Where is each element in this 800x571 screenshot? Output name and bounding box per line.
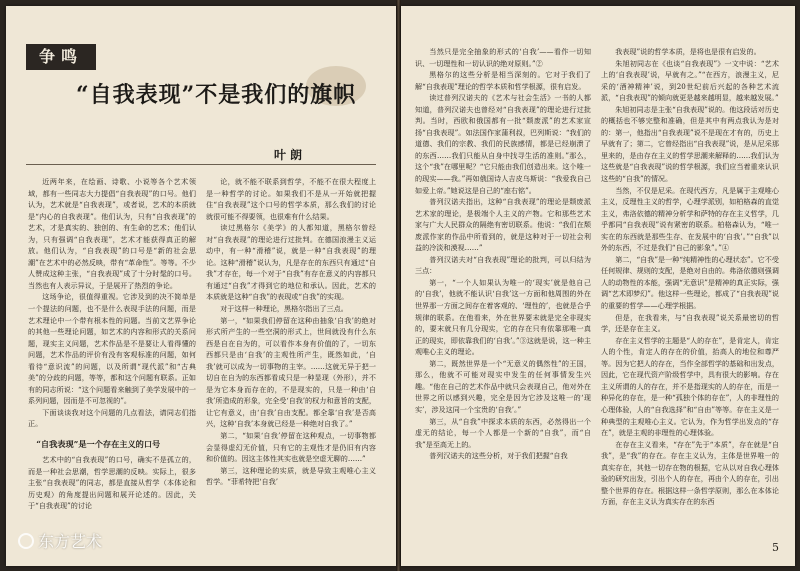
right-page [401, 6, 795, 566]
section-heading: “自我表现”是一个存在主义的口号 [36, 439, 161, 450]
paragraph: 我表现”说的哲学本质，是将也是很有启发的。 [615, 47, 761, 56]
paragraph: 当然，不仅是尼采。在现代西方，凡是属于主观唯心主义，反理性主义的哲学，心理学派别，如柏格森的直觉主义，弗洛依德的精神分析学和萨特的存在主义哲学，几乎都同“自我表现”说有紧密的联系。柏格森认为，“唯一实在的东西就是那些生存、在发展中的‘自我’。”“自我”以外的东西，不过是我们“自己的影象”。”④ [601, 185, 779, 253]
section-tag: 争鸣 [26, 44, 96, 70]
paragraph: 当然只是完全抽象的形式的‘自我’——看作一切知识、一切理性和一切认识的绝对原则。”② [415, 47, 591, 68]
paragraph: 第一，“一个人如果认为唯一的‘现实’就是他自己的‘自我’，他就不能认识‘自我’这一方面和他周围的外在世界那一方面之间存在着客观的、‘理性的’，也就是合乎规律的联系。在他看来，外在世界要末就是完全非现实的，要末就只有几分现实，它的存在只有依靠那唯一真正的现实，即依靠我们的‘自我’。”③这就是说，这一种主观唯心主义的理论。 [415, 277, 591, 357]
left-column-1 [28, 176, 196, 554]
title-divider [26, 164, 376, 165]
paragraph: 第三，从“自我”中探求本质的东西，必然得出一个虚无的结论，每一个人都是一个新的“自我”，而“自我”是至高无上的。 [415, 416, 591, 449]
paragraph: 普列汉诺夫指出，这种“自我表现”的理论是颓废派艺术家的理论，是极端个人主义的产物。它和那些艺术家与广大人民群众的隔绝有密切联系。他说：“我们在颓废派作家的作品中所看到的，就是这种对于一切社会利益的冷淡和漠视……” [415, 197, 591, 253]
article-title: “自我表现”不是我们的旗帜 [76, 82, 357, 108]
paragraph: 第二，既然世界是一个“无意义的偶然性”的王国，那么，他就不可能对现实中发生的任何事情发生兴趣。“他在自己的艺术作品中就只会表现自己，他对外在世界之所以感到兴趣，完全是因为它涉及这唯一的‘现实’，涉及这同一个宝贵的‘自我’。” [415, 358, 591, 414]
paragraph: 但是，在我看来，与“自我表现”说关系最密切的哲学，还是存在主义。 [601, 312, 779, 334]
paragraph: 论，就不能不联系到哲学，不能不在很大程度上是一种哲学的讨论。如果我们不是从一开始就把握住“自我表现”这个口号的哲学本质，那么我们的讨论就很可能不得要领，也很难有什么结果。 [206, 177, 376, 221]
paragraph: 下面谈谈我对这个问题的几点看法，请同志们指正。 [28, 407, 196, 429]
right-column-2 [601, 46, 779, 536]
paragraph: 读过普列汉诺夫的《艺术与社会生活》一书的人都知道，普列汉诺夫也曾经对“自我表现”的理论进行过批判。当时，西欧和俄国都有一批“颓废派”的艺术家宣扬“自我表现”。如法国作家蒲利叔，巴列斯说：“我们的道德、我们的宗教、我们的民族感情，都是已经崩溃了的东西……我们只能从自身中找寻生活的准则。”那么，这个“我”在哪里呢？“它只能由我们创造出来。这个唯一的现实——我。”再如俄国诗人吉皮乌斯说：“我爱我自己如爱上帝。”她说这是自己的“座右铭”。 [415, 93, 591, 195]
paragraph: 第二，“自我”是一种“纯精神性的心理状态”。它不受任何规律、规则的支配，是绝对自由的。弗洛依德则强调人的动物性的本能，强调“无意识”是精神的真正实际，强调“艺术即梦幻”。他这样一些理论，都成了“自我表现”说的重要的哲学——心理学根据。 [601, 254, 779, 311]
left-page [6, 6, 396, 566]
left-column-2 [206, 176, 376, 554]
page-number: 5 [772, 541, 779, 554]
article-author: 叶朗 [273, 148, 306, 162]
right-column-1 [415, 46, 591, 554]
paragraph: 第二，“如果‘自我’停留在这种观点，一切事物都会显得虚幻无价值，只有它的主观性才是仍旧有内容和价值的。因这主体性其实也就是空虚无聊的……” [206, 431, 376, 464]
paragraph: 读过黑格尔《美学》的人都知道，黑格尔曾经对“自我表现”的理论进行过批判。在德国浪漫主义运动中，有一种“滑稽”说，就是一种“自我表现”的理论。这种“滑稽”说认为，凡是存在的东西只有通过“自我”才存在，每一个对于“自我”有存在意义的内容都只有通过“自我”才得到它的地位和承认。因此，艺术的本质就是这种“自我”的表现或“自我”的实现。 [206, 223, 376, 302]
paragraph: 对于这样一种理论，黑格尔指出了三点。 [220, 304, 348, 314]
watermark-logo-icon [18, 533, 34, 549]
paragraph: 朱旭初同志在《也谈“自我表现”》一文中说：“艺术上的‘自我表现’说，早就有之。”“在西方，浪漫主义，尼采的‘酒神精神’说，到20世纪前后兴起的各种艺术流派，“自我表现”的倾向就更是越来越明显，越来越发展。” [601, 58, 779, 103]
paragraph: 艺术中的“自我表现”的口号，确实不是孤立的，而是一种社会思潮，哲学思潮的反映。实际上，很多主张“自我表现”的同志，都是直接从哲学（本体论和历史观）的角度提出问题和展开论述的。因此，关于“自我表现”的讨论 [28, 455, 196, 511]
paragraph: 普列汉诺夫的这些分析，对于我们把握“自我 [429, 451, 568, 461]
paragraph: 这场争论，很值得重视。它涉及到的决不简单是一个提法的问题，也不是什么表现手法的问题，而是艺术理论中一个带有根本性的问题。当前文艺界争论的其他一些理论问题，如艺术的内容和形式的关系问题，现实主义问题，艺术作品是不是要让人看得懂的问题，艺术作品的评价有没有客观标准的问题，如何看待“意识流”的问题，以及所谓“现代派”和“古典美”的分歧的问题，等等，都和这个问题有联系。正如有的同志所说：“这个问题看来触到了美学发展中的一系列问题，因而是不可忽视的”。 [28, 292, 196, 406]
watermark [18, 529, 102, 552]
paragraph: 存在主义哲学的主题是“人的存在”，是肯定人，肯定人的个性，肯定人的存在的价值，抬高人的地位和尊严等。因为它把人的存在，当作全部哲学的基础和出发点，因此，它在现代资产阶级哲学中，具有很大的影响。存在主义所谓的人的存在，并不是指现实的人的存在，而是一种异化的存在，是一种“孤独个体的存在”，人的非理性的心理体验，人的“自我选择”和“自由”等等。存在主义是一种典型的主观唯心主义。它认为，作为哲学出发点的“存在”，就是主观的非理性的心理体验。 [601, 335, 779, 438]
paragraph: 普列汉诺夫对“自我表现”理论的批判，可以归结为三点： [415, 254, 591, 276]
paragraph: 在存在主义看来，“存在”先于“本质”，存在就是“自我”，是“我”的存在。存在主义认为，主体是世界唯一的真实存在，其他一切存在物的根据，它从以对自我心理体验的研究出发，引出个人的存在，再由个人的存在，引出整个世界的存在。根据这样一条哲学原则，那么在本体论方面，存在主义认为真实存在的东西 [601, 439, 779, 507]
paragraph: 黑格尔的这些分析是相当深刻的。它对于我们了解“自我表现”理论的哲学本质和哲学根源，很有启发。 [415, 70, 591, 91]
paragraph: 第三，这种理论的实质，就是导致主观唯心主义哲学。“菲希特把‘自我’ [206, 465, 376, 487]
watermark-text: 东方艺术 [38, 532, 103, 551]
paragraph: 朱旭初同志是主张“自我表现”说的。他这段话对历史的概括也不够完整和准确，但是其中有两点我认为是对的：第一，他指出“自我表现”说不是现在才有的，历史上早就有了；第二，它曾经指出“自我表现”说，是从尼采那里来的，是由存在主义的哲学思潮来解释的……我们认为这些就是“自我表现”说的哲学根源，我们应当着重来认识这些的“自我”的情况。 [601, 104, 779, 184]
paragraph: 近两年来，在绘画、诗歌、小说等各个艺术领域，都有一些同志大力提倡“自我表现”的口号。他们认为，艺术就是“自我表现”，或者说，艺术的本质就是“内心的自我表现”。他们认为，只有“自我表现”的艺术，才是真实的、独创的、有生命的艺术；他们认为，只有强调“自我表现”，艺术才能获得真正的解放。他们认为，“自我表现”的口号是“新的社会思潮”在艺术中的必然反映，带有“革命性”。等等。不少人赞成这种主张，“自我表现”成了十分时髦的口号。当然也有人表示异议，于是展开了热烈的争论。 [28, 177, 196, 290]
paragraph: 第一，“如果我们停留在这种由抽象‘自我’的绝对形式所产生的一些空洞的形式上，世间就没有什么东西是自在自为的，可以看作本身有价值的了，一切东西都只是由‘自我’的主观性所产生，既然如此，‘自我’就可以成为一切事物的主宰。……这就无异于把一切自在自为的东西都看成只是一种显现（外形），并不是为它本身而存在的，不是现实的，只是一种由‘自我’所造成的形象，完全受‘自我’的权力和意旨的支配，让它有意义，由‘自我’自由支配。都全靠‘自我’是否高兴，这种‘自我’本身就已经是一种绝对自我了。” [206, 315, 376, 429]
